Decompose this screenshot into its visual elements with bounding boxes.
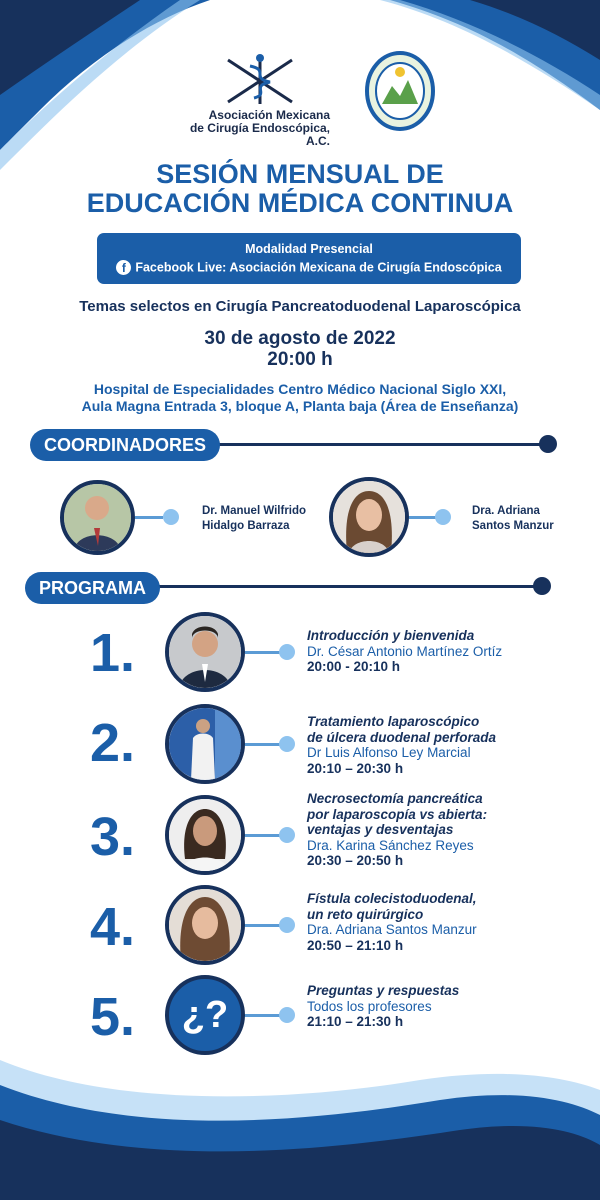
topic: Temas selectos en Cirugía Pancreatoduodenal Laparoscópica: [79, 298, 521, 315]
program-item-5-time: 21:10 – 21:30 h: [307, 1014, 404, 1029]
coordinators-bar-line: [200, 443, 545, 446]
speaker-dot-1: [279, 644, 295, 660]
coordinator-dot-1: [163, 509, 179, 525]
title-line2: EDUCACIÓN MÉDICA CONTINUA: [86, 188, 514, 218]
speaker-connector-3: [245, 834, 281, 837]
question-mark-icon: ¿?: [165, 975, 245, 1055]
program-item-4-title-line1: Fístula colecistoduodenal,: [307, 891, 477, 906]
program-heading: PROGRAMA: [25, 572, 160, 604]
program-item-4-time: 20:50 – 21:10 h: [307, 937, 404, 953]
speaker-photo-3: [165, 795, 245, 875]
coordinator-photo-2: [329, 477, 409, 557]
coordinator-photo-1: [60, 480, 135, 555]
program-item-3-title-line2: por laparoscopía vs abierta:: [307, 806, 488, 822]
speaker-dot-5: [279, 1007, 295, 1023]
coordinator-2-line1: Dra. Adriana: [472, 505, 540, 517]
coordinator-name-1: [202, 504, 342, 534]
modality-line2-row: [97, 260, 521, 275]
program-item-5-title: Preguntas y respuestas: [307, 983, 460, 998]
facebook-icon: f: [116, 260, 131, 275]
program-item-1-speaker: Dr. César Antonio Martínez Ortíz: [307, 643, 503, 659]
program-bar-line: [150, 585, 545, 588]
coordinator-1-line1: Dr. Manuel Wilfrido: [202, 505, 307, 517]
program-item-3-title-line1: Necrosectomía pancreática: [307, 791, 483, 806]
speaker-photo-4: [165, 885, 245, 965]
program-item-2-time: 20:10 – 20:30 h: [307, 760, 404, 776]
coordinators-heading: COORDINADORES: [30, 429, 220, 461]
speaker-dot-3: [279, 827, 295, 843]
venue-line1: Hospital de Especialidades Centro Médico Nacional Siglo XXI,: [93, 381, 507, 397]
program-item-2-text: [307, 714, 597, 776]
man-portrait-icon: [169, 708, 241, 780]
program-item-3-time: 20:30 – 20:50 h: [307, 853, 404, 868]
venue-line2: Aula Magna Entrada 3, bloque A, Planta baja (Área de Enseñanza): [81, 398, 519, 414]
amce-logo: [220, 52, 300, 107]
speaker-connector-5: [245, 1014, 281, 1017]
speaker-photo-1: [165, 612, 245, 692]
speaker-connector-1: [245, 651, 281, 654]
modality-line1: Modalidad Presencial: [245, 242, 373, 256]
program-item-2-title-line2: de úlcera duodenal perforada: [307, 729, 497, 745]
amce-name-line1: Asociación Mexicana: [208, 108, 330, 122]
program-item-2-title-line1: Tratamiento laparoscópico: [307, 714, 480, 729]
modality-line2[interactable]: Facebook Live: Asociación Mexicana de Cirugía Endoscópica: [135, 260, 502, 275]
program-number-2: 2.: [90, 713, 136, 773]
event-time: 20:00 h: [267, 349, 333, 370]
program-item-2-speaker: Dr Luis Alfonso Ley Marcial: [307, 745, 471, 760]
program-item-3-text: [307, 791, 597, 869]
coordinator-1-line2: Hidalgo Barraza: [202, 520, 290, 532]
program-item-3-title-line3: ventajas y desventajas: [307, 822, 454, 837]
amce-logo-text: [170, 109, 330, 148]
program-number-4: 4.: [90, 897, 136, 957]
speaker-photo-2: [165, 704, 245, 784]
program-number-3: 3.: [90, 807, 136, 867]
coordinator-2-line2: Santos Manzur: [472, 520, 554, 532]
woman-portrait-icon: [169, 889, 241, 961]
program-item-4-text: [307, 891, 597, 953]
program-item-4-title-line2: un reto quirúrgico: [307, 906, 424, 922]
program-number-1: 1.: [90, 623, 136, 683]
program-item-1-time: 20:00 - 20:10 h: [307, 659, 401, 674]
title-line1: SESIÓN MENSUAL DE: [156, 159, 444, 189]
woman-portrait-icon: [333, 481, 405, 553]
speaker-dot-4: [279, 917, 295, 933]
program-item-5-speaker: Todos los profesores: [307, 998, 432, 1014]
program-item-3-speaker: Dra. Karina Sánchez Reyes: [307, 837, 474, 853]
coordinator-connector-1: [135, 516, 163, 519]
amce-name-line2: de Cirugía Endoscópica, A.C.: [189, 121, 330, 148]
college-seal-icon: [364, 50, 436, 132]
venue: [0, 381, 600, 415]
program-number-5: 5.: [90, 987, 136, 1047]
program-item-1-title: Introducción y bienvenida: [307, 628, 475, 643]
program-item-1-text: [307, 628, 597, 675]
coordinator-connector-2: [409, 516, 437, 519]
man-portrait-icon: [64, 484, 131, 551]
program-item-5-text: [307, 983, 597, 1030]
coordinator-dot-2: [435, 509, 451, 525]
caduceus-icon: [220, 52, 300, 107]
speaker-connector-2: [245, 743, 281, 746]
man-portrait-icon: [169, 616, 241, 688]
event-date: 30 de agosto de 2022: [204, 328, 396, 349]
coordinators-bar-dot: [539, 435, 557, 453]
speaker-dot-2: [279, 736, 295, 752]
speaker-connector-4: [245, 924, 281, 927]
woman-portrait-icon: [169, 799, 241, 871]
modality-box: [97, 233, 521, 284]
program-bar-dot: [533, 577, 551, 595]
coordinator-name-2: [472, 504, 582, 534]
program-item-4-speaker: Dra. Adriana Santos Manzur: [307, 922, 477, 937]
page-title: [0, 160, 600, 218]
